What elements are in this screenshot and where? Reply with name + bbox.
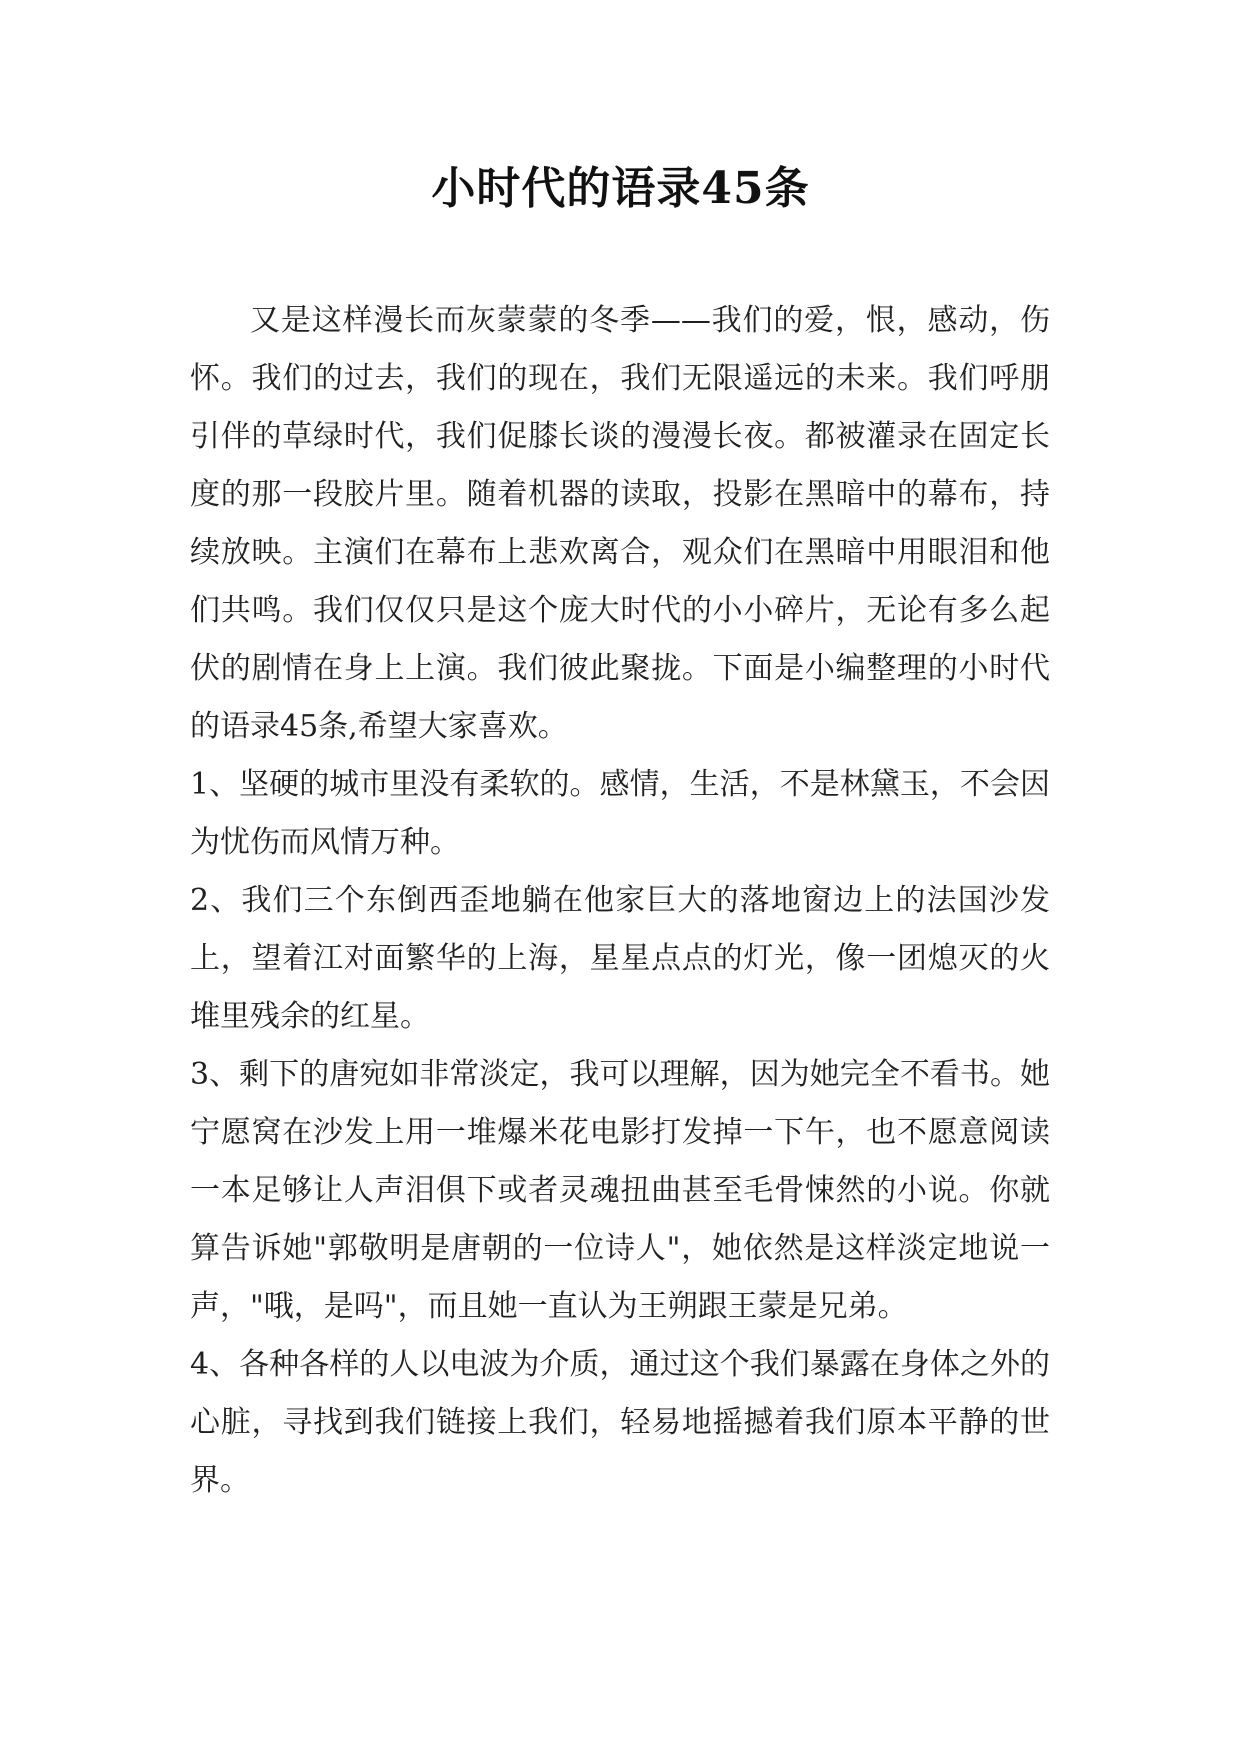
document-title: 小时代的语录45条 [431,163,810,214]
quote-item-3: 3、剩下的唐宛如非常淡定，我可以理解，因为她完全不看书。她宁愿窝在沙发上用一堆爆米花电影打发掉一下午，也不愿意阅读一本足够让人声泪俱下或者灵魂扭曲甚至毛骨悚然的小说。你就算告诉她"郭敬明是唐朝的一位诗人"，她依然是这样淡定地说一声，"哦，是吗"，而且她一直认为王朔跟王蒙是兄弟。 [190,1057,1050,1324]
document-body [190,292,1050,1510]
quote-item-1: 1、坚硬的城市里没有柔软的。感情，生活，不是林黛玉，不会因为忧伤而风情万种。 [190,767,1050,860]
quote-item-2: 2、我们三个东倒西歪地躺在他家巨大的落地窗边上的法国沙发上，望着江对面繁华的上海，星星点点的灯光，像一团熄灭的火堆里残余的红星。 [190,883,1050,1034]
intro-paragraph: 又是这样漫长而灰蒙蒙的冬季——我们的爱，恨，感动，伤怀。我们的过去，我们的现在，我们无限遥远的未来。我们呼朋引伴的草绿时代，我们促膝长谈的漫漫长夜。都被灌录在固定长度的那一段胶片里。随着机器的读取，投影在黑暗中的幕布，持续放映。主演们在幕布上悲欢离合，观众们在黑暗中用眼泪和他们共鸣。我们仅仅只是这个庞大时代的小小碎片，无论有多么起伏的剧情在身上上演。我们彼此聚拢。下面是小编整理的小时代的语录45条,希望大家喜欢。 [190,303,1050,744]
quote-item-4: 4、各种各样的人以电波为介质，通过这个我们暴露在身体之外的心脏，寻找到我们链接上我们，轻易地摇撼着我们原本平静的世界。 [190,1347,1050,1498]
